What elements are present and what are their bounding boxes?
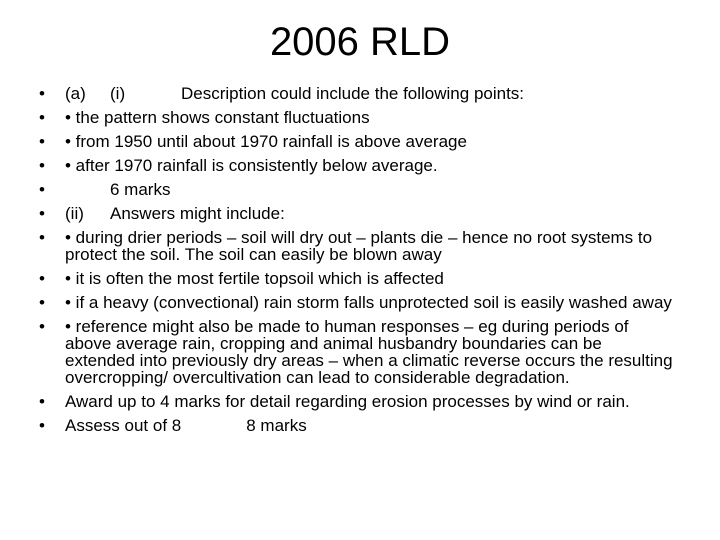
list-item-text: • after 1970 rainfall is consistently below average. — [65, 156, 438, 175]
part-label-a: (a) — [65, 84, 86, 103]
list-item-text: Award up to 4 marks for detail regarding erosion processes by wind or rain. — [65, 392, 630, 411]
assess-text: Assess out of 8 — [65, 416, 182, 435]
list-item-text: • reference might also be made to human responses – eg during periods of above average rain, cropping and animal husbandry boundaries can be extended into previously dry areas – when a climatic reverse occurs the resulting overcropping/ overcultivation can lead to considerable degradation. — [65, 317, 673, 387]
list-item-text: Answers might include: — [110, 204, 285, 223]
list-item — [36, 157, 676, 174]
bullet-list — [36, 85, 676, 441]
bullet-icon: • — [39, 269, 45, 288]
list-item — [36, 109, 676, 126]
bullet-icon: • — [39, 228, 45, 247]
slide-title: 2006 RLD — [269, 20, 451, 64]
list-item — [36, 229, 676, 263]
marks-text: 8 marks — [246, 416, 307, 435]
list-item-part-a-i — [36, 85, 676, 102]
marks-text: 6 marks — [110, 180, 171, 199]
list-item-text: • from 1950 until about 1970 rainfall is above average — [65, 132, 467, 151]
bullet-icon: • — [39, 293, 45, 312]
list-item — [36, 133, 676, 150]
part-label-ii: (ii) — [65, 204, 84, 223]
bullet-icon: • — [39, 204, 45, 223]
bullet-icon: • — [39, 317, 45, 336]
list-item-marks — [36, 181, 676, 198]
list-item — [36, 270, 676, 287]
bullet-icon: • — [39, 180, 45, 199]
bullet-icon: • — [39, 416, 45, 435]
list-item-text: • it is often the most fertile topsoil which is affected — [65, 269, 444, 288]
bullet-icon: • — [39, 392, 45, 411]
bullet-icon: • — [39, 108, 45, 127]
list-item — [36, 294, 676, 311]
list-item-text: • during drier periods – soil will dry out – plants die – hence no root systems to protect the soil. The soil can easily be blown away — [65, 228, 653, 264]
part-label-i: (i) — [110, 84, 126, 103]
list-item-text: • if a heavy (convectional) rain storm falls unprotected soil is easily washed away — [65, 293, 672, 312]
list-item-text: • the pattern shows constant fluctuations — [65, 108, 370, 127]
list-item-assess — [36, 417, 676, 434]
list-item — [36, 393, 676, 410]
list-item — [36, 318, 676, 386]
bullet-icon: • — [39, 132, 45, 151]
list-item-part-ii — [36, 205, 676, 222]
list-item-text: Description could include the following points: — [181, 84, 525, 103]
bullet-icon: • — [39, 156, 45, 175]
bullet-icon: • — [39, 84, 45, 103]
